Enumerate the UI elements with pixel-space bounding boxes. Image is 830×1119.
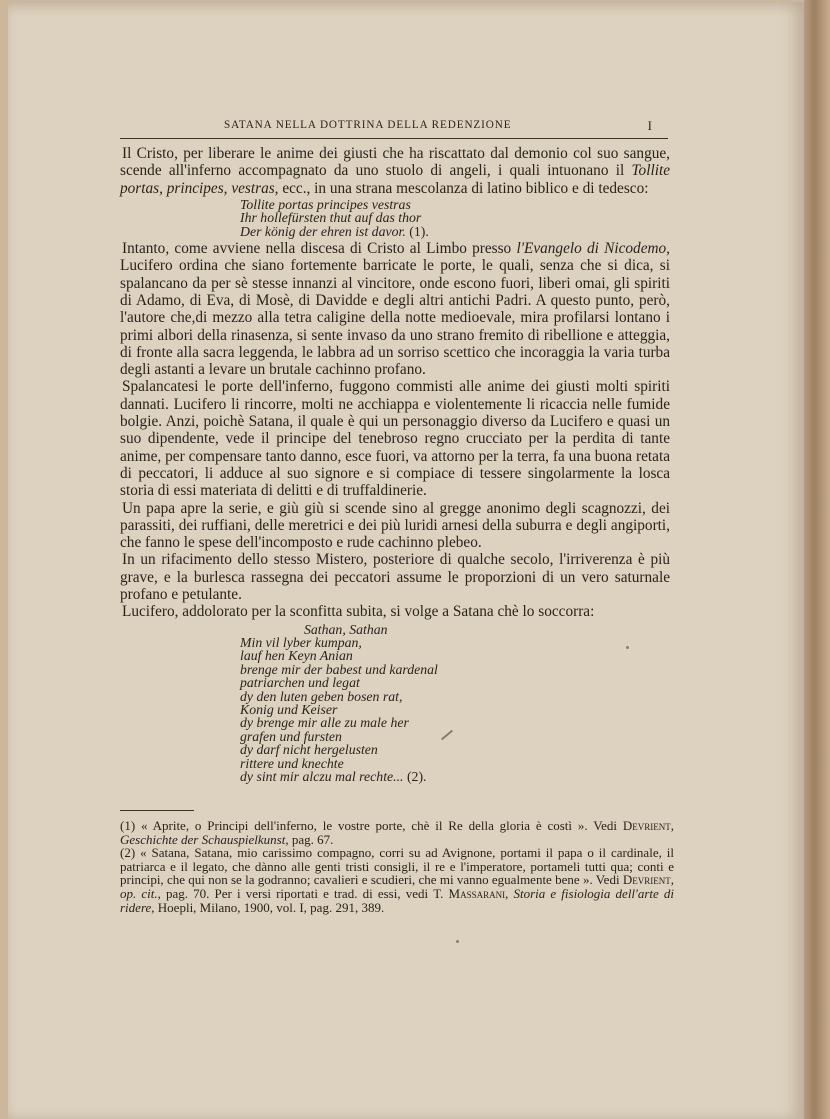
verse-block-2 bbox=[120, 623, 670, 784]
verse-line: Konig und Keiser bbox=[240, 702, 338, 718]
verse-line: Der könig der ehren ist davor. (1). bbox=[240, 223, 429, 239]
verse-line: grafen und fursten bbox=[240, 728, 342, 744]
footnote-1: (1) « Aprite, o Principi dell'inferno, le vostre porte, chè il Re della gloria è costì ». Vedi Devrient, Geschichte der Schauspielkunst, pag. 67. bbox=[120, 818, 674, 847]
page-edge bbox=[804, 0, 830, 1119]
verse-line: dy brenge mir alle zu male her bbox=[240, 715, 409, 731]
footnote-ref: (1). bbox=[405, 223, 429, 239]
speck bbox=[626, 646, 629, 649]
verse-line: patriarchen und legat bbox=[240, 675, 360, 691]
verse-line: lauf hen Keyn Anian bbox=[240, 648, 353, 664]
verse-line: rittere und knechte bbox=[240, 755, 344, 771]
page-number: I bbox=[647, 118, 652, 133]
verse-line: Tollite portas principes vestras bbox=[240, 196, 411, 212]
verse-line: brenge mir der babest und kardenal bbox=[240, 661, 438, 677]
paragraph-6: Lucifero, addolorato per la sconfitta subita, si volge a Satana chè lo soccorra: bbox=[122, 603, 595, 621]
verse-line: Min vil lyber kumpan, bbox=[240, 635, 362, 651]
verse-block-1 bbox=[120, 198, 670, 238]
speck bbox=[456, 940, 459, 943]
verse-line: dy sint mir alczu mal rechte... (2). bbox=[240, 769, 427, 785]
paragraph-1: Il Cristo, per liberare le anime dei giusti che ha riscattato dal demonio col suo sangue, scende all'inferno accompagnato da uno stuolo di angeli, i quali intuonano il Tollite portas, principes, vestras, ecc., in una strana mescolanza di latino biblico e di tedesco: bbox=[120, 145, 670, 197]
footnotes bbox=[120, 819, 674, 914]
footnote-rule bbox=[120, 810, 194, 811]
paragraph-5: In un rifacimento dello stesso Mistero, posteriore di qualche secolo, l'irriverenza è più grave, e la burlesca rassegna dei peccatori assume le proporzioni di un vero saturnale profano e petulante. bbox=[120, 551, 670, 604]
verse-line: Sathan, Sathan bbox=[304, 621, 388, 637]
footnote-ref: (2). bbox=[403, 769, 427, 785]
paragraph-2: Intanto, come avviene nella discesa di Cristo al Limbo presso l'Evangelo di Nicodemo, Lucifero ordina che siano fortemente barricate le porte, le quali, senza che si dica, si spalancano da per sè stesse innanzi al vincitore, onde escono fuori, liberi omai, gli spiriti di Adamo, di Eva, di Mosè, di Davidde e degli altri antichi Padri. A questo punto, però, l'autore che,di mezzo alla tetra caligine della notte medioevale, mira profilarsi lontano i primi albori della rinasenza, si sente invaso da uno strano fremito di ribellione e atteggia, di fronte alla sacra leggenda, le labbra ad un sorriso scettico che incoraggia la varia turba degli astanti a levare un brutale cachinno profano. bbox=[120, 240, 671, 379]
paragraph-4: Un papa apre la serie, e giù giù si scende sino al gregge anonimo degli scagnozzi, dei parassiti, dei ruffiani, delle meretrici e dei più luridi arnesi della suburra e degli angiporti, che fanno le spese dell'incomposto e rude cachinno plebeo. bbox=[120, 499, 670, 552]
verse-line: dy darf nicht hergelusten bbox=[240, 742, 378, 758]
running-title: SATANA NELLA DOTTRINA DELLA REDENZIONE bbox=[224, 119, 512, 131]
footnote-2: (2) « Satana, Satana, mio carissimo compagno, corri su ad Avignone, portami il papa o il cardinale, il patriarca e il legato, che dànno alle genti tristi consigli, il re e l'imperatore, portameli tutti qua; conti e principi, che qui non se la godranno; cavalieri e scudieri, che mi vanno egualmente bene ». Vedi Devrient, op. cit., pag. 70. Per i versi riportati e trad. di essi, vedi T. Massarani, Storia e fisiologia dell'arte di ridere, Hoepli, Milano, 1900, vol. I, pag. 291, 389. bbox=[120, 845, 674, 915]
verse-line: Ihr hollefürsten thut auf das thor bbox=[240, 210, 422, 226]
main-text bbox=[120, 145, 670, 784]
page-header bbox=[120, 118, 668, 139]
paragraph-3: Spalancatesi le porte dell'inferno, fuggono commisti alle anime dei giusti molti spiriti dannati. Lucifero li rincorre, molti ne acchiappa e violentemente li ricaccia nelle fumide bolgie. Anzi, poichè Satana, il quale è qui un personaggio diverso da Lucifero e quasi un suo dipendente, vede il principe del tenebroso regno crucciato per la perdita di tante anime, per compensare tanto danno, esce fuori, va attorno per la terra, fa una buona retata di peccatori, li adduce al suo signore e si compiace di tessere singolarmente la losca storia di essi materiata di delitti e di truffaldinerie. bbox=[120, 378, 670, 500]
verse-line: dy den luten geben bosen rat, bbox=[240, 688, 403, 704]
